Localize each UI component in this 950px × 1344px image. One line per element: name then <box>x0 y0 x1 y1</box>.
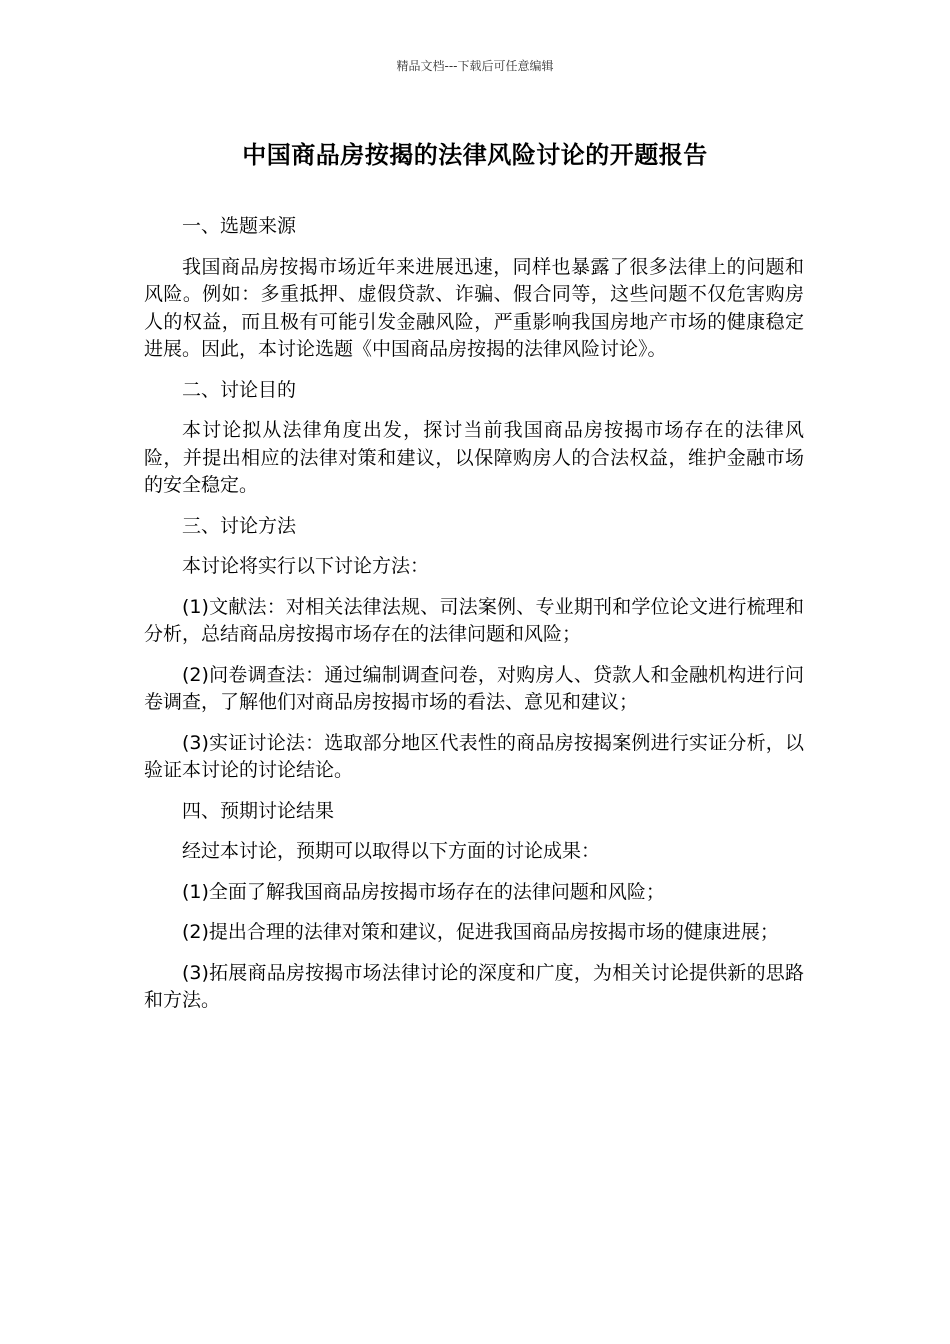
header-note: 精品文档---下载后可任意编辑 <box>396 59 554 73</box>
document-body <box>144 213 804 1028</box>
page-title: 中国商品房按揭的法律风险讨论的开题报告 <box>242 141 708 169</box>
result-item-2: (2)提出合理的法律对策和建议，促进我国商品房按揭市场的健康进展； <box>182 921 779 943</box>
section-heading-results: 四、预期讨论结果 <box>182 799 335 822</box>
result-item-3: (3)拓展商品房按揭市场法律讨论的深度和广度，为相关讨论提供新的思路和方法。 <box>144 961 804 1011</box>
paragraph-results-intro: 经过本讨论，预期可以取得以下方面的讨论成果： <box>182 840 601 862</box>
section-heading-source: 一、选题来源 <box>182 215 297 237</box>
method-item-literature: (1)文献法：对相关法律法规、司法案例、专业期刊和学位论文进行梳理和分析，总结商品房按揭市场存在的法律问题和风险； <box>144 595 804 645</box>
paragraph-source: 我国商品房按揭市场近年来进展迅速，同样也暴露了很多法律上的问题和风险。例如：多重抵押、虚假贷款、诈骗、假合同等，这些问题不仅危害购房人的权益，而且极有可能引发金融风险，严重影响我国房地产市场的健康稳定进展。因此，本讨论选题《中国商品房按揭的法律风险讨论》。 <box>144 255 804 360</box>
section-heading-method: 三、讨论方法 <box>182 514 297 537</box>
paragraph-method-intro: 本讨论将实行以下讨论方法： <box>182 555 430 577</box>
method-item-survey: (2)问卷调查法：通过编制调查问卷，对购房人、贷款人和金融机构进行问卷调查，了解他们对商品房按揭市场的看法、意见和建议； <box>144 663 804 713</box>
section-heading-purpose: 二、讨论目的 <box>182 378 297 401</box>
result-item-1: (1)全面了解我国商品房按揭市场存在的法律问题和风险； <box>182 880 665 903</box>
paragraph-purpose: 本讨论拟从法律角度出发，探讨当前我国商品房按揭市场存在的法律风险，并提出相应的法律对策和建议，以保障购房人的合法权益，维护金融市场的安全稳定。 <box>144 419 804 496</box>
method-item-empirical: (3)实证讨论法：选取部分地区代表性的商品房按揭案例进行实证分析，以验证本讨论的讨论结论。 <box>144 731 804 781</box>
